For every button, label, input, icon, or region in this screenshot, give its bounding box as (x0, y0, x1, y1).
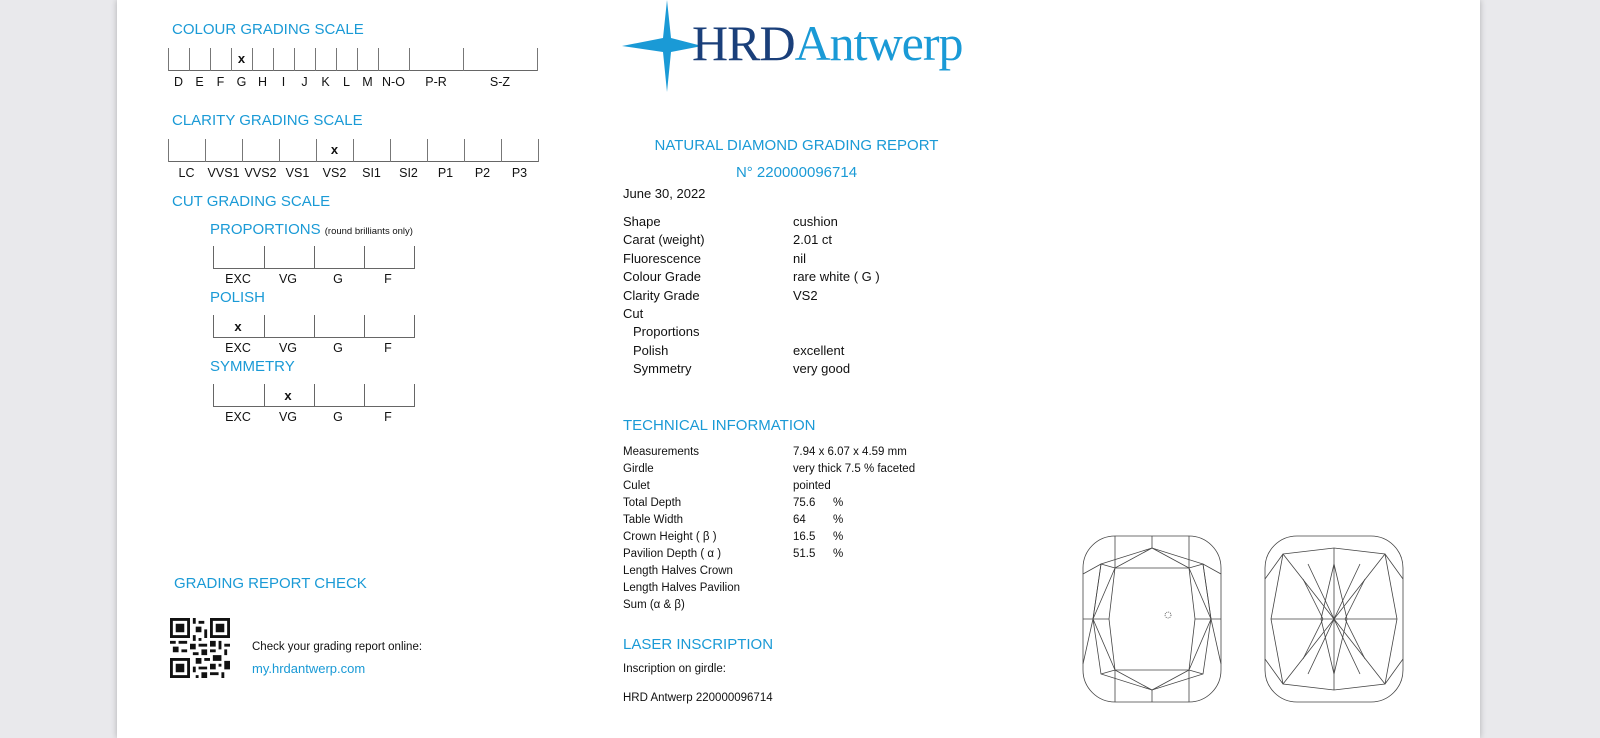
proportions-scale-divider (264, 246, 265, 268)
clarity-scale-title: CLARITY GRADING SCALE (172, 112, 363, 129)
crown-diagram-icon (1081, 534, 1223, 704)
report-field-value: very good (793, 361, 851, 377)
clarity-scale-tick (538, 139, 539, 162)
colour-scale-tick (537, 48, 538, 71)
report-field-value: nil (793, 250, 807, 266)
colour-scale-tick (294, 48, 295, 71)
technical-row-label: Length Halves Pavilion (623, 582, 740, 594)
polish-scale-divider (314, 315, 315, 337)
clarity-scale-tick (427, 139, 428, 162)
colour-scale-label: L (343, 75, 350, 89)
colour-scale-label: M (362, 75, 373, 89)
colour-scale-tick (315, 48, 316, 71)
colour-scale-tick (463, 48, 464, 71)
polish-scale-mark: x (234, 319, 242, 334)
colour-scale-label: P-R (425, 75, 447, 89)
report-field-label: Fluorescence (623, 250, 702, 266)
cut-scale-title: CUT GRADING SCALE (172, 193, 331, 210)
colour-scale-title: COLOUR GRADING SCALE (172, 21, 364, 38)
clarity-scale-tick (205, 139, 206, 162)
report-field-label: Polish (633, 342, 669, 358)
colour-scale-label: J (301, 75, 308, 89)
technical-row-label: Crown Height ( β ) (623, 531, 717, 543)
report-field-label: Carat (weight) (623, 232, 705, 248)
clarity-scale-label: VVS2 (244, 166, 277, 180)
symmetry-scale-mark: x (284, 388, 292, 403)
colour-scale-tick (409, 48, 410, 71)
report-field-value: cushion (793, 214, 838, 229)
polish-title: POLISH (210, 289, 266, 306)
colour-scale-label: D (173, 75, 184, 89)
technical-row-label: Table Width (623, 514, 684, 526)
report-field-label: Symmetry (633, 361, 692, 377)
colour-scale-tick (252, 48, 253, 71)
report-field-label: Shape (623, 214, 661, 229)
technical-row-label: Measurements (623, 446, 700, 458)
symmetry-scale-divider (314, 384, 315, 406)
clarity-scale-tick (390, 139, 391, 162)
symmetry-scale-divider (364, 384, 365, 406)
report-date: June 30, 2022 (623, 186, 706, 201)
report-field-label: Colour Grade (623, 269, 702, 285)
technical-row-unit: % (833, 531, 844, 543)
clarity-scale-tick (353, 139, 354, 162)
colour-scale-tick (336, 48, 337, 71)
proportions-scale-label: VG (278, 272, 298, 286)
polish-scale-label: F (384, 341, 392, 355)
colour-scale-tick (357, 48, 358, 71)
clarity-scale-label: P1 (437, 166, 454, 180)
check-text: Check your grading report online: (252, 641, 423, 653)
symmetry-scale-label: EXC (225, 410, 251, 424)
proportions-scale-box (213, 246, 415, 269)
star-icon (622, 0, 702, 95)
logo-antwerp: Antwerp (794, 15, 963, 71)
technical-row-value: 75.6 (793, 497, 816, 509)
proportions-scale-label: EXC (225, 272, 251, 286)
clarity-scale-tick (242, 139, 243, 162)
technical-row-value: very thick 7.5 % faceted (793, 463, 916, 475)
symmetry-scale-box (213, 384, 415, 407)
polish-scale-divider (264, 315, 265, 337)
colour-scale-baseline (168, 70, 537, 71)
clarity-scale-tick (279, 139, 280, 162)
technical-row-value: 64 (793, 514, 806, 526)
technical-row-unit: % (833, 514, 844, 526)
clarity-scale-label: VS1 (285, 166, 310, 180)
technical-row-label: Length Halves Crown (623, 565, 733, 577)
colour-scale-label: G (236, 75, 247, 89)
proportions-title: PROPORTIONS (round brilliants only) (210, 221, 413, 238)
report-field-label: Proportions (633, 324, 700, 340)
colour-scale-label: S-Z (489, 75, 511, 89)
colour-scale-mark: x (237, 51, 246, 66)
report-page (117, 0, 1480, 738)
polish-scale-label: G (333, 341, 343, 355)
clarity-scale-mark: x (330, 142, 339, 157)
clarity-scale-label: VS2 (322, 166, 347, 180)
laser-text: HRD Antwerp 220000096714 (623, 692, 773, 704)
report-number: N° 220000096714 (735, 164, 858, 181)
check-link[interactable]: my.hrdantwerp.com (252, 661, 366, 676)
technical-row-unit: % (833, 497, 844, 509)
clarity-scale-label: LC (178, 166, 195, 180)
colour-scale-tick (210, 48, 211, 71)
colour-scale-tick (273, 48, 274, 71)
proportions-scale-label: F (384, 272, 392, 286)
technical-row-label: Sum (α & β) (623, 599, 685, 611)
technical-title: TECHNICAL INFORMATION (623, 417, 816, 434)
colour-scale-tick (378, 48, 379, 71)
polish-scale-label: EXC (225, 341, 251, 355)
symmetry-title: SYMMETRY (210, 358, 295, 375)
technical-row-label: Culet (623, 480, 650, 492)
technical-row-label: Girdle (623, 463, 654, 475)
report-field-value: rare white ( G ) (793, 269, 880, 285)
technical-row-label: Total Depth (623, 497, 682, 509)
hrd-logo (622, 0, 982, 95)
report-field-label: Cut (623, 306, 644, 321)
polish-scale-divider (364, 315, 365, 337)
report-field-label: Clarity Grade (623, 287, 700, 303)
symmetry-scale-label: F (384, 410, 392, 424)
check-title: GRADING REPORT CHECK (174, 575, 367, 592)
clarity-scale-tick (501, 139, 502, 162)
technical-row-value: 16.5 (793, 531, 816, 543)
colour-scale-tick (189, 48, 190, 71)
clarity-scale-label: SI2 (399, 166, 418, 180)
technical-row-unit: % (833, 548, 844, 560)
technical-row-value: 51.5 (793, 548, 816, 560)
report-field-value: 2.01 ct (793, 232, 833, 248)
technical-row-label: Pavilion Depth ( α ) (623, 548, 722, 560)
symmetry-scale-label: G (333, 410, 343, 424)
proportions-note: (round brilliants only) (324, 226, 413, 237)
technical-row-value: 7.94 x 6.07 x 4.59 mm (793, 446, 907, 458)
clarity-scale-label: SI1 (362, 166, 381, 180)
polish-scale-label: VG (278, 341, 298, 355)
laser-label: Inscription on girdle: (623, 663, 726, 675)
qr-code-icon[interactable] (170, 618, 230, 678)
logo-hrd: HRD (692, 15, 795, 71)
colour-scale-label: K (321, 75, 330, 89)
report-title: NATURAL DIAMOND GRADING REPORT (654, 137, 939, 154)
laser-title: LASER INSCRIPTION (623, 636, 774, 653)
proportions-scale-divider (314, 246, 315, 268)
colour-scale-label: F (216, 75, 225, 89)
clarity-scale-label: P3 (511, 166, 528, 180)
symmetry-scale-label: VG (278, 410, 298, 424)
clarity-scale-tick (464, 139, 465, 162)
clarity-scale-tick (168, 139, 169, 162)
pavilion-diagram-icon (1263, 534, 1405, 704)
colour-scale-label: I (281, 75, 286, 89)
technical-row-value: pointed (793, 480, 831, 492)
proportions-scale-label: G (333, 272, 343, 286)
clarity-scale-label: VVS1 (207, 166, 240, 180)
report-field-value: VS2 (793, 287, 818, 303)
colour-scale-label: E (195, 75, 204, 89)
clarity-scale-label: P2 (474, 166, 491, 180)
colour-scale-label: H (257, 75, 268, 89)
proportions-scale-divider (364, 246, 365, 268)
report-field-value: excellent (793, 342, 845, 358)
colour-scale-tick (168, 48, 169, 71)
colour-scale-label: N-O (382, 75, 405, 89)
